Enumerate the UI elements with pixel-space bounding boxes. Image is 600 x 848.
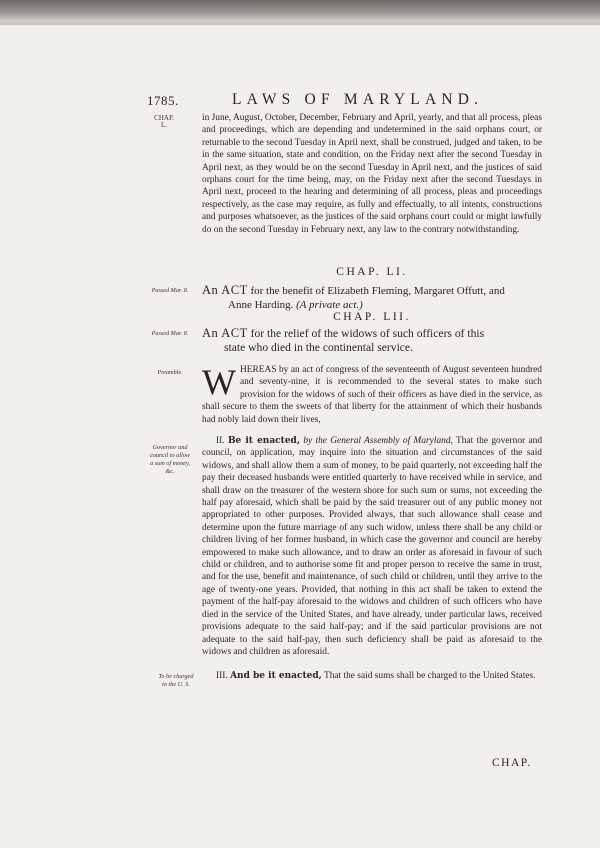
margin-preamble: Preamble.: [157, 369, 183, 376]
section-3-enacting: And be it enacted,: [230, 671, 322, 681]
margin-chap-num: L.: [160, 121, 168, 129]
section-3-number: III.: [216, 671, 228, 681]
margin-chap: [146, 115, 182, 129]
preamble-paragraph: HEREAS by an act of congress of the seventeenth of August seventeen hundred and seventy-nine, it is recommended to the several states to make such provision for the widows of such of their officers as have died in the service, as shall secure to them the sweets of that liberty for the attainment of which their husbands had nobly laid down their lives,: [202, 365, 542, 425]
drop-cap: W: [202, 362, 236, 402]
margin-governor-note: Governor and council to allow a sum of money, &c.: [150, 444, 190, 475]
margin-chap-label: CHAP.: [154, 114, 174, 122]
chapter-51-title: [202, 283, 542, 312]
private-act-note: (A private act.): [296, 299, 363, 311]
act-lead-51: An ACT: [202, 283, 248, 297]
section-2-paragraph: That the governor and council, on application, may inquire into the situation and circumstances of the said widows, and shall allow them a sum of money, to be paid quarterly, not exceeding half the pay their deceased husbands were entitled quarterly to have received while in service, and shall draw on the treasurer of the western shore for such sum or sums, not exceeding the half pay aforesaid, which shall be paid by the said treasurer out of any public money not appropriated to other purposes. Provided always, that such allowance shall cease and determine upon the future marriage of any such widow, unless there shall be any child or children living of her former husband, in which case the governor and council are hereby empowered to make such allowance, and to draw an order as aforesaid in favour of such child or children, and to authorise some fit and proper person to receive the same in trust, and for the use, benefit and maintenance, of such child or children, until they arrive to the age of twenty-one years. Provided, that nothing in this act shall be taken to extend the payment of the half-pay aforesaid to the widows and children of such officers who have died in the service of the United States, and have already, under particular laws, received provisions adequate to the said half-pay; and if the said particular provisions are not adequate to the said half-pay, then such deficiency shall be paid as aforesaid to the widows and children as aforesaid.: [202, 436, 543, 657]
section-2-enacting: Be it enacted,: [227, 436, 300, 446]
chapter-52-heading: CHAP. LII.: [333, 311, 411, 323]
chapter-52-title: [202, 326, 542, 355]
preamble-text: [202, 364, 542, 426]
chapter-52-title-b: state who died in the continental service.: [224, 341, 413, 354]
chapter-51-title-a: for the benefit of Elizabeth Fleming, Margaret Offutt, and: [250, 285, 505, 297]
margin-passed-52: Passed Mar. 8.: [151, 330, 189, 337]
chapter-51-title-b: Anne Harding.: [228, 299, 294, 311]
section-3-paragraph: That the said sums shall be charged to the United States.: [323, 671, 536, 681]
act-lead-52: An ACT: [202, 326, 248, 340]
header-title: LAWS OF MARYLAND.: [232, 91, 484, 108]
section-2-number: II.: [216, 436, 225, 446]
margin-passed-51: Passed Mar. 8.: [151, 287, 189, 294]
chapter-52-title-a: for the relief of the widows of such officers of this: [250, 327, 485, 340]
header-year: 1785.: [147, 93, 179, 108]
catchword: CHAP.: [492, 757, 532, 769]
chapter-50-paragraph: in June, August, October, December, February and April, yearly, and that all process, pleas and proceedings, which are depending and undetermined in the said orphans court, or returnable to the second Tuesday in April next, shall be construed, judged and taken, to be in the same situation, state and condition, on the Friday next after the second Tuesday in April next, as they would be on the second Tuesday in April next, and the justices of said orphans court for the time being, may, on the Friday next after the second Tuesdays in April next, proceed to the hearing and determining of all process, pleas and proceedings respectively, as the case may require, as fully and effectually, to all intents, constructions and purposes whatsoever, as the justices of the said orphans court could or might lawfully do on the second Tuesday in February next, any law to the contrary notwithstanding.: [202, 113, 542, 235]
margin-charged-note: To be charged to the U. S.: [158, 673, 194, 688]
section-3-text: [202, 670, 542, 682]
section-2-text: [202, 435, 542, 658]
chapter-50-text: [202, 112, 542, 236]
chapter-51-heading: CHAP. LI.: [336, 266, 408, 278]
section-2-authority: by the General Assembly of Maryland,: [303, 436, 453, 446]
